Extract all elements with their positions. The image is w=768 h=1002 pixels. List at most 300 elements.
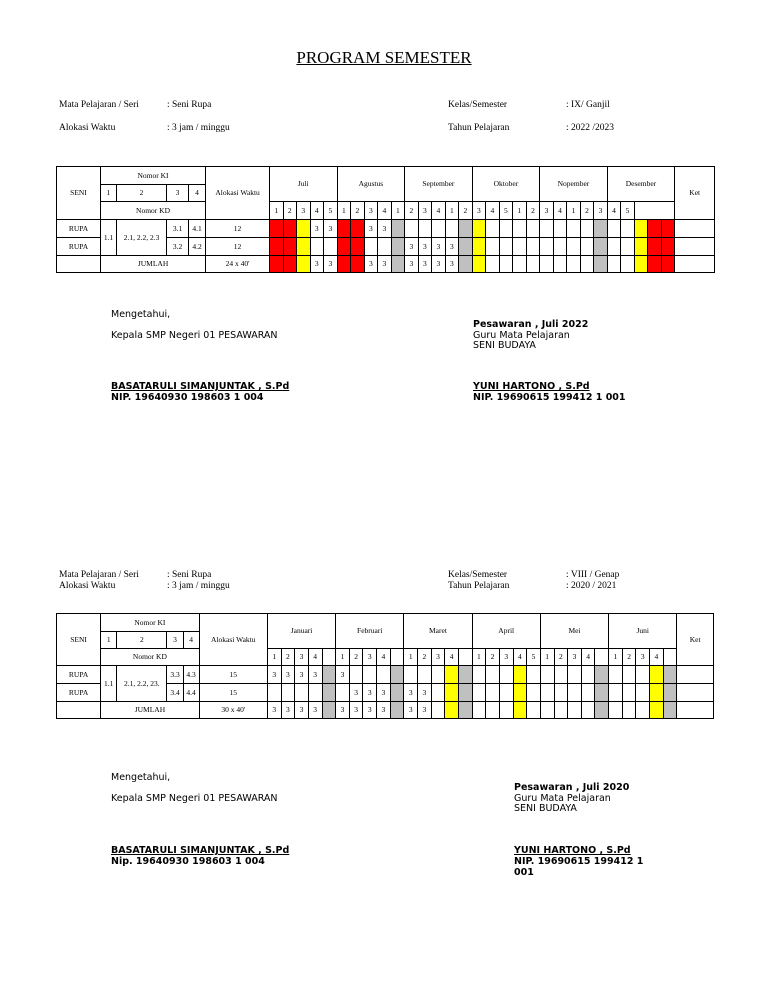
schedule-cell — [431, 702, 445, 719]
schedule-cell — [648, 238, 662, 256]
schedule-cell — [513, 238, 527, 256]
week-number-cell: 2 — [349, 649, 363, 666]
schedule-cell: 3 — [377, 684, 391, 702]
schedule-cell — [472, 256, 486, 273]
month-header: Desember — [607, 167, 675, 202]
week-number-cell: 3 — [499, 649, 513, 666]
schedule-cell: 3 — [324, 256, 338, 273]
week-number-cell: 3 — [418, 202, 432, 220]
schedule-cell — [526, 238, 540, 256]
schedule-cell — [648, 256, 662, 273]
kepala-name-text-2: BASATARULI SIMANJUNTAK , S.Pd — [111, 845, 290, 856]
schedule-cell: 3 — [378, 256, 392, 273]
kd4-cell: 4.1 — [189, 220, 206, 238]
schedule-cell — [540, 684, 554, 702]
ket-cell — [677, 666, 714, 684]
mapel-label-1: Mata Pelajaran / Seri — [59, 100, 139, 110]
schedule-cell — [297, 238, 311, 256]
schedule-cell — [458, 702, 472, 719]
schedule-cell — [621, 220, 635, 238]
week-number-cell: 4 — [513, 649, 527, 666]
schedule-cell — [513, 256, 527, 273]
guru-name-text-2: YUNI HARTONO , S.Pd — [514, 845, 631, 856]
week-number-cell: 4 — [581, 649, 595, 666]
schedule-cell: 3 — [364, 256, 378, 273]
ki2-cell: 2.1, 2.2, 2.3 — [117, 220, 167, 256]
seni-header: SENI — [57, 167, 101, 220]
seni-cell: RUPA — [57, 238, 101, 256]
schedule-cell — [390, 684, 404, 702]
schedule-cell — [486, 256, 500, 273]
schedule-cell — [337, 256, 351, 273]
schedule-cell — [527, 684, 541, 702]
week-number-cell — [458, 649, 472, 666]
schedule-cell — [297, 220, 311, 238]
place-date-1: Pesawaran , Juli 2022 — [473, 319, 589, 330]
guru-role-1: Guru Mata Pelajaran — [473, 330, 570, 341]
tahun-value-2: : 2020 / 2021 — [566, 581, 617, 591]
week-number-cell: 2 — [486, 649, 500, 666]
week-number-cell: 5 — [621, 202, 635, 220]
schedule-cell: 3 — [349, 702, 363, 719]
kelas-label-2: Kelas/Semester — [448, 570, 508, 580]
schedule-cell — [459, 238, 473, 256]
schedule-cell — [634, 220, 648, 238]
schedule-cell — [568, 684, 582, 702]
seni-cell: RUPA — [57, 684, 101, 702]
week-number-cell: 5 — [324, 202, 338, 220]
schedule-cell: 3 — [404, 684, 418, 702]
week-number-cell: 1 — [540, 649, 554, 666]
kelas-label-1: Kelas/Semester — [448, 100, 508, 110]
schedule-cell — [432, 220, 446, 238]
schedule-cell — [418, 220, 432, 238]
week-number-cell: 3 — [297, 202, 311, 220]
alokasi-cell: 15 — [199, 666, 267, 684]
schedule-cell — [418, 666, 432, 684]
schedule-cell — [472, 684, 486, 702]
schedule-cell — [661, 220, 675, 238]
week-number-cell — [322, 649, 336, 666]
schedule-cell: 3 — [363, 702, 377, 719]
schedule-cell — [377, 666, 391, 684]
schedule-cell — [337, 220, 351, 238]
week-number-cell: 4 — [486, 202, 500, 220]
month-header: Juni — [609, 614, 677, 649]
seni-cell: RUPA — [57, 666, 101, 684]
week-number-cell: 5 — [527, 649, 541, 666]
week-number-cell: 1 — [472, 649, 486, 666]
schedule-cell: 3 — [363, 684, 377, 702]
kepala-name-2 — [111, 845, 289, 856]
ket-cell — [677, 702, 714, 719]
alokasi-value-1: : 3 jam / minggu — [167, 123, 230, 133]
kd4-cell: 4.3 — [183, 666, 199, 684]
schedule-cell — [486, 684, 500, 702]
kd3-cell: 3.3 — [167, 666, 183, 684]
tahun-value-1: : 2022 /2023 — [566, 123, 615, 133]
ki-col: 4 — [183, 632, 199, 649]
nomor-kd-header: Nomor KD — [101, 202, 206, 220]
month-header: Februari — [336, 614, 404, 649]
nomor-kd-header: Nomor KD — [101, 649, 199, 666]
schedule-cell — [636, 702, 650, 719]
seni-cell: RUPA — [57, 220, 101, 238]
mengetahui-2: Mengetahui, — [111, 772, 171, 783]
schedule-cell: 3 — [310, 256, 324, 273]
schedule-cell — [445, 220, 459, 238]
guru-name-text-1: YUNI HARTONO , S.Pd — [473, 381, 590, 392]
schedule-cell — [634, 256, 648, 273]
schedule-cell — [607, 238, 621, 256]
kd4-cell: 4.2 — [189, 238, 206, 256]
schedule-cell: 3 — [432, 256, 446, 273]
blank-cell — [57, 256, 101, 273]
ki2-cell: 2.1, 2.2, 23. — [117, 666, 167, 702]
week-number-cell: 2 — [351, 202, 365, 220]
schedule-cell: 3 — [295, 702, 309, 719]
month-header: Nopember — [540, 167, 608, 202]
schedule-cell — [308, 684, 322, 702]
guru-name-1 — [473, 381, 590, 392]
schedule-cell — [322, 666, 336, 684]
schedule-cell — [486, 666, 500, 684]
schedule-cell — [281, 684, 295, 702]
kd4-cell: 4.4 — [183, 684, 199, 702]
month-header: April — [472, 614, 540, 649]
schedule-cell — [663, 684, 677, 702]
kepala-nip-1: NIP. 19640930 198603 1 004 — [111, 392, 264, 403]
ket-cell — [675, 238, 715, 256]
schedule-cell — [486, 238, 500, 256]
month-header: September — [405, 167, 473, 202]
week-number-cell: 2 — [281, 649, 295, 666]
schedule-cell — [540, 238, 554, 256]
schedule-cell — [363, 666, 377, 684]
schedule-cell — [351, 238, 365, 256]
week-number-cell: 2 — [580, 202, 594, 220]
ket-header: Ket — [675, 167, 715, 220]
schedule-cell — [540, 256, 554, 273]
kepala-name-1 — [111, 381, 289, 392]
ki-col: 1 — [101, 632, 117, 649]
schedule-cell — [554, 684, 568, 702]
schedule-cell — [513, 220, 527, 238]
schedule-cell — [581, 666, 595, 684]
week-number-cell: 1 — [513, 202, 527, 220]
schedule-cell — [527, 702, 541, 719]
schedule-cell — [405, 220, 419, 238]
week-number-cell: 1 — [336, 649, 350, 666]
schedule-cell — [472, 238, 486, 256]
schedule-cell — [499, 220, 513, 238]
schedule-cell: 3 — [310, 220, 324, 238]
schedule-cell — [634, 238, 648, 256]
schedule-cell — [322, 684, 336, 702]
schedule-cell — [553, 256, 567, 273]
week-number-cell: 4 — [445, 649, 459, 666]
mapel-value-1: : Seni Rupa — [167, 100, 212, 110]
schedule-cell: 3 — [364, 220, 378, 238]
ket-cell — [677, 684, 714, 702]
ket-header: Ket — [677, 614, 714, 666]
schedule-cell — [554, 702, 568, 719]
week-number-cell: 4 — [377, 649, 391, 666]
schedule-cell — [609, 666, 623, 684]
schedule-cell — [661, 256, 675, 273]
schedule-cell — [609, 684, 623, 702]
schedule-cell — [595, 702, 609, 719]
schedule-cell: 3 — [267, 702, 281, 719]
week-number-cell: 3 — [364, 202, 378, 220]
week-number-cell: 2 — [418, 649, 432, 666]
schedule-cell — [581, 684, 595, 702]
schedule-cell — [580, 220, 594, 238]
place-date-2: Pesawaran , Juli 2020 — [514, 782, 630, 793]
schedule-cell — [527, 666, 541, 684]
jumlah-label: JUMLAH — [101, 256, 206, 273]
schedule-cell — [499, 238, 513, 256]
kd3-cell: 3.2 — [167, 238, 189, 256]
schedule-cell — [459, 220, 473, 238]
schedule-cell — [283, 238, 297, 256]
schedule-cell — [568, 702, 582, 719]
week-number-cell: 4 — [432, 202, 446, 220]
schedule-cell — [595, 666, 609, 684]
kd3-cell: 3.4 — [167, 684, 183, 702]
schedule-cell: 3 — [378, 220, 392, 238]
week-number-cell: 3 — [431, 649, 445, 666]
jumlah-label: JUMLAH — [101, 702, 199, 719]
week-number-cell: 2 — [526, 202, 540, 220]
schedule-cell — [650, 684, 664, 702]
schedule-cell: 3 — [295, 666, 309, 684]
schedule-cell — [621, 256, 635, 273]
ki1-cell: 1.1 — [101, 220, 117, 256]
total-cell: 30 x 40' — [199, 702, 267, 719]
schedule-cell — [553, 220, 567, 238]
schedule-cell — [636, 666, 650, 684]
schedule-cell — [609, 702, 623, 719]
page-title: PROGRAM SEMESTER — [296, 48, 472, 67]
schedule-cell — [431, 666, 445, 684]
guru-nip-1: NIP. 19690615 199412 1 001 — [473, 392, 626, 403]
schedule-cell — [513, 684, 527, 702]
alokasi-label-2: Alokasi Waktu — [59, 581, 116, 591]
week-number-cell: 4 — [607, 202, 621, 220]
schedule-cell — [648, 220, 662, 238]
schedule-cell — [540, 666, 554, 684]
schedule-cell: 3 — [336, 666, 350, 684]
guru-subject-1: SENI BUDAYA — [473, 340, 536, 351]
week-number-cell: 3 — [472, 202, 486, 220]
week-number-cell — [390, 649, 404, 666]
schedule-cell — [390, 702, 404, 719]
guru-role-2: Guru Mata Pelajaran — [514, 793, 611, 804]
schedule-cell — [650, 702, 664, 719]
seni-header: SENI — [57, 614, 101, 666]
schedule-cell — [594, 238, 608, 256]
schedule-cell: 3 — [308, 666, 322, 684]
nomor-ki-header: Nomor KI — [101, 614, 199, 632]
schedule-cell — [622, 684, 636, 702]
schedule-cell — [270, 238, 284, 256]
week-number-cell: 3 — [568, 649, 582, 666]
schedule-cell — [322, 702, 336, 719]
schedule-cell — [568, 666, 582, 684]
schedule-cell — [295, 684, 309, 702]
schedule-cell: 3 — [418, 238, 432, 256]
schedule-cell: 3 — [418, 684, 432, 702]
alokasi-header: Alokasi Waktu — [199, 614, 267, 666]
schedule-cell — [270, 220, 284, 238]
week-number-cell: 2 — [405, 202, 419, 220]
week-number-cell: 1 — [445, 202, 459, 220]
week-number-cell: 3 — [636, 649, 650, 666]
schedule-cell — [391, 220, 405, 238]
schedule-cell — [661, 238, 675, 256]
ki-col: 4 — [189, 185, 206, 202]
schedule-cell — [351, 220, 365, 238]
schedule-cell — [486, 702, 500, 719]
schedule-cell: 3 — [308, 702, 322, 719]
schedule-cell — [622, 666, 636, 684]
schedule-cell: 3 — [324, 220, 338, 238]
ket-cell — [675, 220, 715, 238]
schedule-cell: 3 — [404, 702, 418, 719]
week-number-cell: 4 — [308, 649, 322, 666]
schedule-cell — [567, 220, 581, 238]
schedule-cell — [663, 702, 677, 719]
schedule-cell — [581, 702, 595, 719]
schedule-cell — [351, 256, 365, 273]
schedule-cell — [513, 666, 527, 684]
schedule-cell — [513, 702, 527, 719]
schedule-cell — [526, 256, 540, 273]
schedule-cell — [636, 684, 650, 702]
schedule-cell: 3 — [432, 238, 446, 256]
schedule-cell — [472, 702, 486, 719]
schedule-cell: 3 — [349, 684, 363, 702]
semester-table-1 — [56, 166, 715, 273]
schedule-cell — [580, 238, 594, 256]
blank-cell — [57, 702, 101, 719]
schedule-cell — [472, 666, 486, 684]
kepala-sekolah-title-1: Kepala SMP Negeri 01 PESAWARAN — [111, 330, 278, 341]
semester-table-2 — [56, 613, 714, 719]
week-number-cell: 4 — [553, 202, 567, 220]
ki1-cell: 1.1 — [101, 666, 117, 702]
schedule-cell — [594, 220, 608, 238]
schedule-cell — [650, 666, 664, 684]
week-number-cell: 2 — [622, 649, 636, 666]
schedule-cell — [663, 666, 677, 684]
schedule-cell: 3 — [445, 238, 459, 256]
schedule-cell: 3 — [336, 702, 350, 719]
schedule-cell: 3 — [377, 702, 391, 719]
week-number-cell: 1 — [337, 202, 351, 220]
guru-nip-2: NIP. 19690615 199412 1 001 — [514, 856, 644, 878]
schedule-cell — [594, 256, 608, 273]
week-number-cell: 3 — [540, 202, 554, 220]
tahun-label-1: Tahun Pelajaran — [448, 123, 510, 133]
schedule-cell — [622, 702, 636, 719]
schedule-cell — [607, 256, 621, 273]
kelas-value-1: : IX/ Ganjil — [566, 100, 610, 110]
schedule-cell — [445, 684, 459, 702]
nomor-ki-header: Nomor KI — [101, 167, 206, 185]
kepala-name-text-1: BASATARULI SIMANJUNTAK , S.Pd — [111, 381, 290, 392]
week-number-cell: 3 — [594, 202, 608, 220]
month-header: Mei — [540, 614, 608, 649]
month-header: Oktober — [472, 167, 540, 202]
ki-col: 1 — [101, 185, 117, 202]
schedule-cell: 3 — [267, 666, 281, 684]
schedule-cell — [567, 238, 581, 256]
schedule-cell — [297, 256, 311, 273]
schedule-cell — [349, 666, 363, 684]
schedule-cell: 3 — [445, 256, 459, 273]
schedule-cell — [540, 702, 554, 719]
schedule-cell — [431, 684, 445, 702]
ki-col: 2 — [117, 185, 167, 202]
alokasi-cell: 12 — [206, 220, 270, 238]
schedule-cell — [553, 238, 567, 256]
guru-name-2 — [514, 845, 631, 856]
mapel-label-2: Mata Pelajaran / Seri — [59, 570, 139, 580]
alokasi-value-2: : 3 jam / minggu — [167, 581, 230, 591]
schedule-cell — [499, 666, 513, 684]
month-header: Maret — [404, 614, 472, 649]
schedule-cell — [445, 666, 459, 684]
schedule-cell — [378, 238, 392, 256]
schedule-cell — [270, 256, 284, 273]
schedule-cell — [283, 256, 297, 273]
week-number-cell — [663, 649, 677, 666]
schedule-cell — [554, 666, 568, 684]
schedule-cell — [458, 666, 472, 684]
alokasi-cell: 12 — [206, 238, 270, 256]
schedule-cell — [267, 684, 281, 702]
schedule-cell — [499, 256, 513, 273]
schedule-cell — [459, 256, 473, 273]
month-header: Januari — [267, 614, 335, 649]
month-header: Agustus — [337, 167, 405, 202]
schedule-cell: 3 — [281, 702, 295, 719]
mapel-value-2: : Seni Rupa — [167, 570, 212, 580]
schedule-cell — [472, 220, 486, 238]
week-number-cell: 2 — [554, 649, 568, 666]
week-number-cell: 2 — [283, 202, 297, 220]
schedule-cell: 3 — [418, 702, 432, 719]
kelas-value-2: : VIII / Genap — [566, 570, 620, 580]
week-number-cell: 4 — [650, 649, 664, 666]
schedule-cell — [458, 684, 472, 702]
kepala-nip-2: Nip. 19640930 198603 1 004 — [111, 856, 265, 867]
schedule-cell — [391, 256, 405, 273]
total-cell: 24 x 40' — [206, 256, 270, 273]
kd3-cell: 3.1 — [167, 220, 189, 238]
week-number-cell: 1 — [609, 649, 623, 666]
schedule-cell — [404, 666, 418, 684]
schedule-cell: 3 — [418, 256, 432, 273]
week-number-cell: 1 — [267, 649, 281, 666]
schedule-cell — [364, 238, 378, 256]
schedule-cell — [337, 238, 351, 256]
week-number-cell: 1 — [270, 202, 284, 220]
schedule-cell — [607, 220, 621, 238]
schedule-cell — [390, 666, 404, 684]
